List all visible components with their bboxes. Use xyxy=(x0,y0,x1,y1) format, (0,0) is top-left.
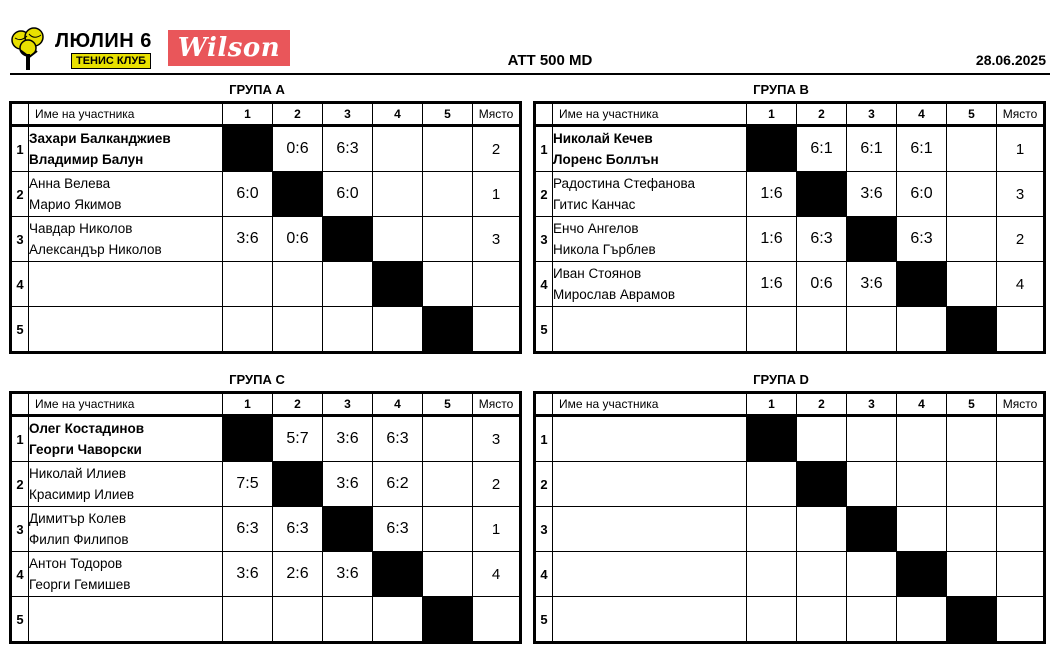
column-header-2: 2 xyxy=(273,103,323,126)
score-cell xyxy=(947,416,997,462)
place-cell xyxy=(997,462,1045,507)
self-match-cell xyxy=(897,552,947,597)
score-cell: 6:3 xyxy=(273,507,323,552)
score-cell xyxy=(423,262,473,307)
group-d xyxy=(533,369,1049,644)
score-cell xyxy=(797,416,847,462)
score-cell xyxy=(423,552,473,597)
group-a xyxy=(9,79,525,354)
place-cell: 1 xyxy=(473,172,521,217)
score-cell xyxy=(747,462,797,507)
group-title: ГРУПА C xyxy=(229,372,285,387)
participant-names xyxy=(29,597,223,643)
place-column-header: Място xyxy=(473,393,521,416)
self-match-cell xyxy=(323,507,373,552)
self-match-cell xyxy=(897,262,947,307)
participant-names xyxy=(29,172,223,217)
score-cell xyxy=(947,552,997,597)
score-cell xyxy=(897,597,947,643)
group-table xyxy=(9,101,522,354)
score-cell xyxy=(273,307,323,353)
self-match-cell xyxy=(747,126,797,172)
player-1-name: Иван Стоянов xyxy=(553,266,642,281)
column-header-2: 2 xyxy=(797,103,847,126)
self-match-cell xyxy=(947,307,997,353)
score-cell xyxy=(947,217,997,262)
score-cell: 6:1 xyxy=(797,126,847,172)
participant-names xyxy=(553,172,747,217)
header-divider xyxy=(10,73,1050,75)
score-cell: 3:6 xyxy=(847,262,897,307)
table-row xyxy=(535,307,1045,353)
participant-names xyxy=(29,307,223,353)
score-cell: 6:1 xyxy=(897,126,947,172)
score-cell xyxy=(847,597,897,643)
participant-names xyxy=(29,126,223,172)
place-cell: 3 xyxy=(473,416,521,462)
table-row xyxy=(11,262,521,307)
score-cell: 6:3 xyxy=(897,217,947,262)
participant-names xyxy=(553,307,747,353)
column-header-5: 5 xyxy=(423,393,473,416)
score-cell xyxy=(423,126,473,172)
score-cell: 6:3 xyxy=(323,126,373,172)
table-header-row xyxy=(535,103,1045,126)
corner-cell xyxy=(535,103,553,126)
row-number: 5 xyxy=(535,307,553,353)
row-number: 3 xyxy=(11,507,29,552)
participant-names xyxy=(29,462,223,507)
row-number: 3 xyxy=(11,217,29,262)
table-row xyxy=(535,172,1045,217)
row-number: 2 xyxy=(535,462,553,507)
score-cell: 6:0 xyxy=(323,172,373,217)
table-row xyxy=(11,217,521,262)
self-match-cell xyxy=(847,507,897,552)
score-cell xyxy=(223,597,273,643)
column-header-4: 4 xyxy=(897,393,947,416)
name-column-header: Име на участника xyxy=(553,393,747,416)
score-cell: 0:6 xyxy=(273,217,323,262)
score-cell: 3:6 xyxy=(323,416,373,462)
column-header-1: 1 xyxy=(747,103,797,126)
participant-names xyxy=(553,126,747,172)
place-cell xyxy=(997,307,1045,353)
self-match-cell xyxy=(947,597,997,643)
score-cell: 5:7 xyxy=(273,416,323,462)
tennis-tree-icon xyxy=(10,26,46,72)
score-cell: 0:6 xyxy=(273,126,323,172)
score-cell: 6:3 xyxy=(373,507,423,552)
column-header-3: 3 xyxy=(323,103,373,126)
score-cell xyxy=(897,416,947,462)
group-title: ГРУПА D xyxy=(753,372,809,387)
score-cell: 6:3 xyxy=(797,217,847,262)
place-cell: 2 xyxy=(997,217,1045,262)
self-match-cell xyxy=(273,172,323,217)
table-row xyxy=(535,217,1045,262)
score-cell xyxy=(847,416,897,462)
score-cell: 7:5 xyxy=(223,462,273,507)
participant-names xyxy=(553,597,747,643)
score-cell: 1:6 xyxy=(747,217,797,262)
self-match-cell xyxy=(323,217,373,262)
score-cell: 6:1 xyxy=(847,126,897,172)
column-header-5: 5 xyxy=(423,103,473,126)
row-number: 5 xyxy=(11,597,29,643)
place-cell: 2 xyxy=(473,462,521,507)
club-subtitle: ТЕНИС КЛУБ xyxy=(71,53,151,69)
row-number: 1 xyxy=(11,126,29,172)
score-cell xyxy=(223,262,273,307)
group-title: ГРУПА А xyxy=(229,82,285,97)
group-table xyxy=(533,101,1046,354)
score-cell xyxy=(847,307,897,353)
score-cell xyxy=(373,126,423,172)
table-row xyxy=(11,126,521,172)
table-row xyxy=(11,172,521,217)
player-2-name: Георги Чаворски xyxy=(29,442,142,457)
score-cell: 3:6 xyxy=(323,462,373,507)
sponsor-logo: Wilson xyxy=(168,30,290,66)
corner-cell xyxy=(11,103,29,126)
score-cell xyxy=(897,307,947,353)
table-row xyxy=(11,416,521,462)
table-header-row xyxy=(11,393,521,416)
score-cell xyxy=(747,307,797,353)
table-row xyxy=(535,416,1045,462)
group-title: ГРУПА B xyxy=(753,82,809,97)
score-cell: 2:6 xyxy=(273,552,323,597)
self-match-cell xyxy=(223,416,273,462)
player-1-name: Олег Костадинов xyxy=(29,421,145,436)
row-number: 4 xyxy=(11,552,29,597)
event-date: 28.06.2025 xyxy=(975,52,1046,68)
score-cell xyxy=(373,172,423,217)
score-cell xyxy=(797,597,847,643)
player-2-name: Филип Филипов xyxy=(29,532,129,547)
row-number: 2 xyxy=(11,462,29,507)
self-match-cell xyxy=(273,462,323,507)
club-logo xyxy=(10,26,160,72)
participant-names xyxy=(29,416,223,462)
score-cell xyxy=(423,462,473,507)
table-row xyxy=(535,552,1045,597)
place-cell xyxy=(997,416,1045,462)
score-cell xyxy=(747,597,797,643)
self-match-cell xyxy=(797,172,847,217)
score-cell xyxy=(947,172,997,217)
score-cell xyxy=(947,462,997,507)
row-number: 1 xyxy=(535,126,553,172)
score-cell xyxy=(947,507,997,552)
score-cell xyxy=(373,217,423,262)
place-cell xyxy=(473,262,521,307)
place-cell: 3 xyxy=(473,217,521,262)
participant-names xyxy=(29,262,223,307)
player-1-name: Енчо Ангелов xyxy=(553,221,639,236)
participant-names xyxy=(29,552,223,597)
page-header xyxy=(0,0,1060,76)
table-row xyxy=(11,507,521,552)
table-header-row xyxy=(11,103,521,126)
row-number: 4 xyxy=(535,552,553,597)
player-2-name: Никола Гърблев xyxy=(553,242,656,257)
group-table xyxy=(9,391,522,644)
score-cell xyxy=(897,462,947,507)
self-match-cell xyxy=(423,307,473,353)
score-cell xyxy=(273,597,323,643)
participant-names xyxy=(29,507,223,552)
score-cell: 6:0 xyxy=(223,172,273,217)
table-row xyxy=(535,126,1045,172)
score-cell xyxy=(947,262,997,307)
player-2-name: Георги Гемишев xyxy=(29,577,131,592)
event-title: ATT 500 MD xyxy=(507,52,593,69)
player-1-name: Радостина Стефанова xyxy=(553,176,696,191)
score-cell xyxy=(323,307,373,353)
corner-cell xyxy=(535,393,553,416)
column-header-4: 4 xyxy=(373,103,423,126)
row-number: 2 xyxy=(11,172,29,217)
score-cell: 3:6 xyxy=(847,172,897,217)
self-match-cell xyxy=(847,217,897,262)
player-2-name: Гитис Канчас xyxy=(553,197,636,212)
table-row xyxy=(535,597,1045,643)
row-number: 2 xyxy=(535,172,553,217)
row-number: 5 xyxy=(11,307,29,353)
table-row xyxy=(11,462,521,507)
row-number: 4 xyxy=(535,262,553,307)
column-header-4: 4 xyxy=(897,103,947,126)
column-header-3: 3 xyxy=(847,103,897,126)
player-1-name: Димитър Колев xyxy=(29,511,127,526)
player-1-name: Николай Кечев xyxy=(553,131,653,146)
table-row xyxy=(535,262,1045,307)
score-cell xyxy=(747,507,797,552)
place-column-header: Място xyxy=(473,103,521,126)
group-b xyxy=(533,79,1049,354)
score-cell xyxy=(847,462,897,507)
group-table xyxy=(533,391,1046,644)
place-cell xyxy=(473,307,521,353)
name-column-header: Име на участника xyxy=(29,393,223,416)
score-cell: 6:0 xyxy=(897,172,947,217)
score-cell xyxy=(423,217,473,262)
participant-names xyxy=(553,507,747,552)
column-header-1: 1 xyxy=(223,393,273,416)
score-cell: 1:6 xyxy=(747,262,797,307)
row-number: 1 xyxy=(11,416,29,462)
place-cell xyxy=(997,552,1045,597)
score-cell: 3:6 xyxy=(223,552,273,597)
self-match-cell xyxy=(797,462,847,507)
column-header-3: 3 xyxy=(847,393,897,416)
player-1-name: Захари Балканджиев xyxy=(29,131,171,146)
column-header-4: 4 xyxy=(373,393,423,416)
column-header-3: 3 xyxy=(323,393,373,416)
place-cell xyxy=(997,597,1045,643)
row-number: 1 xyxy=(535,416,553,462)
column-header-5: 5 xyxy=(947,393,997,416)
place-column-header: Място xyxy=(997,103,1045,126)
score-cell xyxy=(847,552,897,597)
place-cell: 2 xyxy=(473,126,521,172)
player-2-name: Владимир Балун xyxy=(29,152,144,167)
score-cell xyxy=(373,597,423,643)
score-cell xyxy=(747,552,797,597)
score-cell xyxy=(423,507,473,552)
score-cell xyxy=(323,597,373,643)
score-cell: 3:6 xyxy=(323,552,373,597)
table-row xyxy=(11,552,521,597)
score-cell xyxy=(223,307,273,353)
self-match-cell xyxy=(423,597,473,643)
row-number: 5 xyxy=(535,597,553,643)
place-cell xyxy=(997,507,1045,552)
score-cell: 3:6 xyxy=(223,217,273,262)
self-match-cell xyxy=(373,262,423,307)
score-cell xyxy=(323,262,373,307)
player-2-name: Красимир Илиев xyxy=(29,487,135,502)
place-cell xyxy=(473,597,521,643)
score-cell xyxy=(797,507,847,552)
player-1-name: Анна Велева xyxy=(29,176,111,191)
club-name: ЛЮЛИН 6 xyxy=(55,30,152,52)
name-column-header: Име на участника xyxy=(553,103,747,126)
player-2-name: Лоренс Боллън xyxy=(553,152,659,167)
score-cell: 6:3 xyxy=(373,416,423,462)
name-column-header: Име на участника xyxy=(29,103,223,126)
score-cell: 0:6 xyxy=(797,262,847,307)
table-row xyxy=(11,597,521,643)
participant-names xyxy=(553,262,747,307)
score-cell: 1:6 xyxy=(747,172,797,217)
player-2-name: Александър Николов xyxy=(29,242,162,257)
column-header-2: 2 xyxy=(797,393,847,416)
group-c xyxy=(9,369,525,644)
participant-names xyxy=(553,462,747,507)
corner-cell xyxy=(11,393,29,416)
score-cell: 6:3 xyxy=(223,507,273,552)
table-row xyxy=(11,307,521,353)
column-header-1: 1 xyxy=(223,103,273,126)
player-1-name: Антон Тодоров xyxy=(29,556,123,571)
row-number: 3 xyxy=(535,217,553,262)
table-row xyxy=(535,462,1045,507)
participant-names xyxy=(553,552,747,597)
score-cell: 6:2 xyxy=(373,462,423,507)
column-header-5: 5 xyxy=(947,103,997,126)
score-cell xyxy=(373,307,423,353)
score-cell xyxy=(423,416,473,462)
score-cell xyxy=(797,307,847,353)
player-1-name: Николай Илиев xyxy=(29,466,127,481)
row-number: 3 xyxy=(535,507,553,552)
score-cell xyxy=(423,172,473,217)
score-cell xyxy=(797,552,847,597)
place-cell: 1 xyxy=(997,126,1045,172)
place-cell: 1 xyxy=(473,507,521,552)
player-2-name: Мирослав Аврамов xyxy=(553,287,676,302)
place-cell: 4 xyxy=(997,262,1045,307)
table-header-row xyxy=(535,393,1045,416)
score-cell xyxy=(897,507,947,552)
table-row xyxy=(535,507,1045,552)
participant-names xyxy=(553,217,747,262)
column-header-1: 1 xyxy=(747,393,797,416)
participant-names xyxy=(553,416,747,462)
player-1-name: Чавдар Николов xyxy=(29,221,133,236)
score-cell xyxy=(947,126,997,172)
self-match-cell xyxy=(223,126,273,172)
participant-names xyxy=(29,217,223,262)
column-header-2: 2 xyxy=(273,393,323,416)
self-match-cell xyxy=(747,416,797,462)
place-cell: 3 xyxy=(997,172,1045,217)
place-cell: 4 xyxy=(473,552,521,597)
score-cell xyxy=(273,262,323,307)
player-2-name: Марио Якимов xyxy=(29,197,122,212)
self-match-cell xyxy=(373,552,423,597)
row-number: 4 xyxy=(11,262,29,307)
place-column-header: Място xyxy=(997,393,1045,416)
